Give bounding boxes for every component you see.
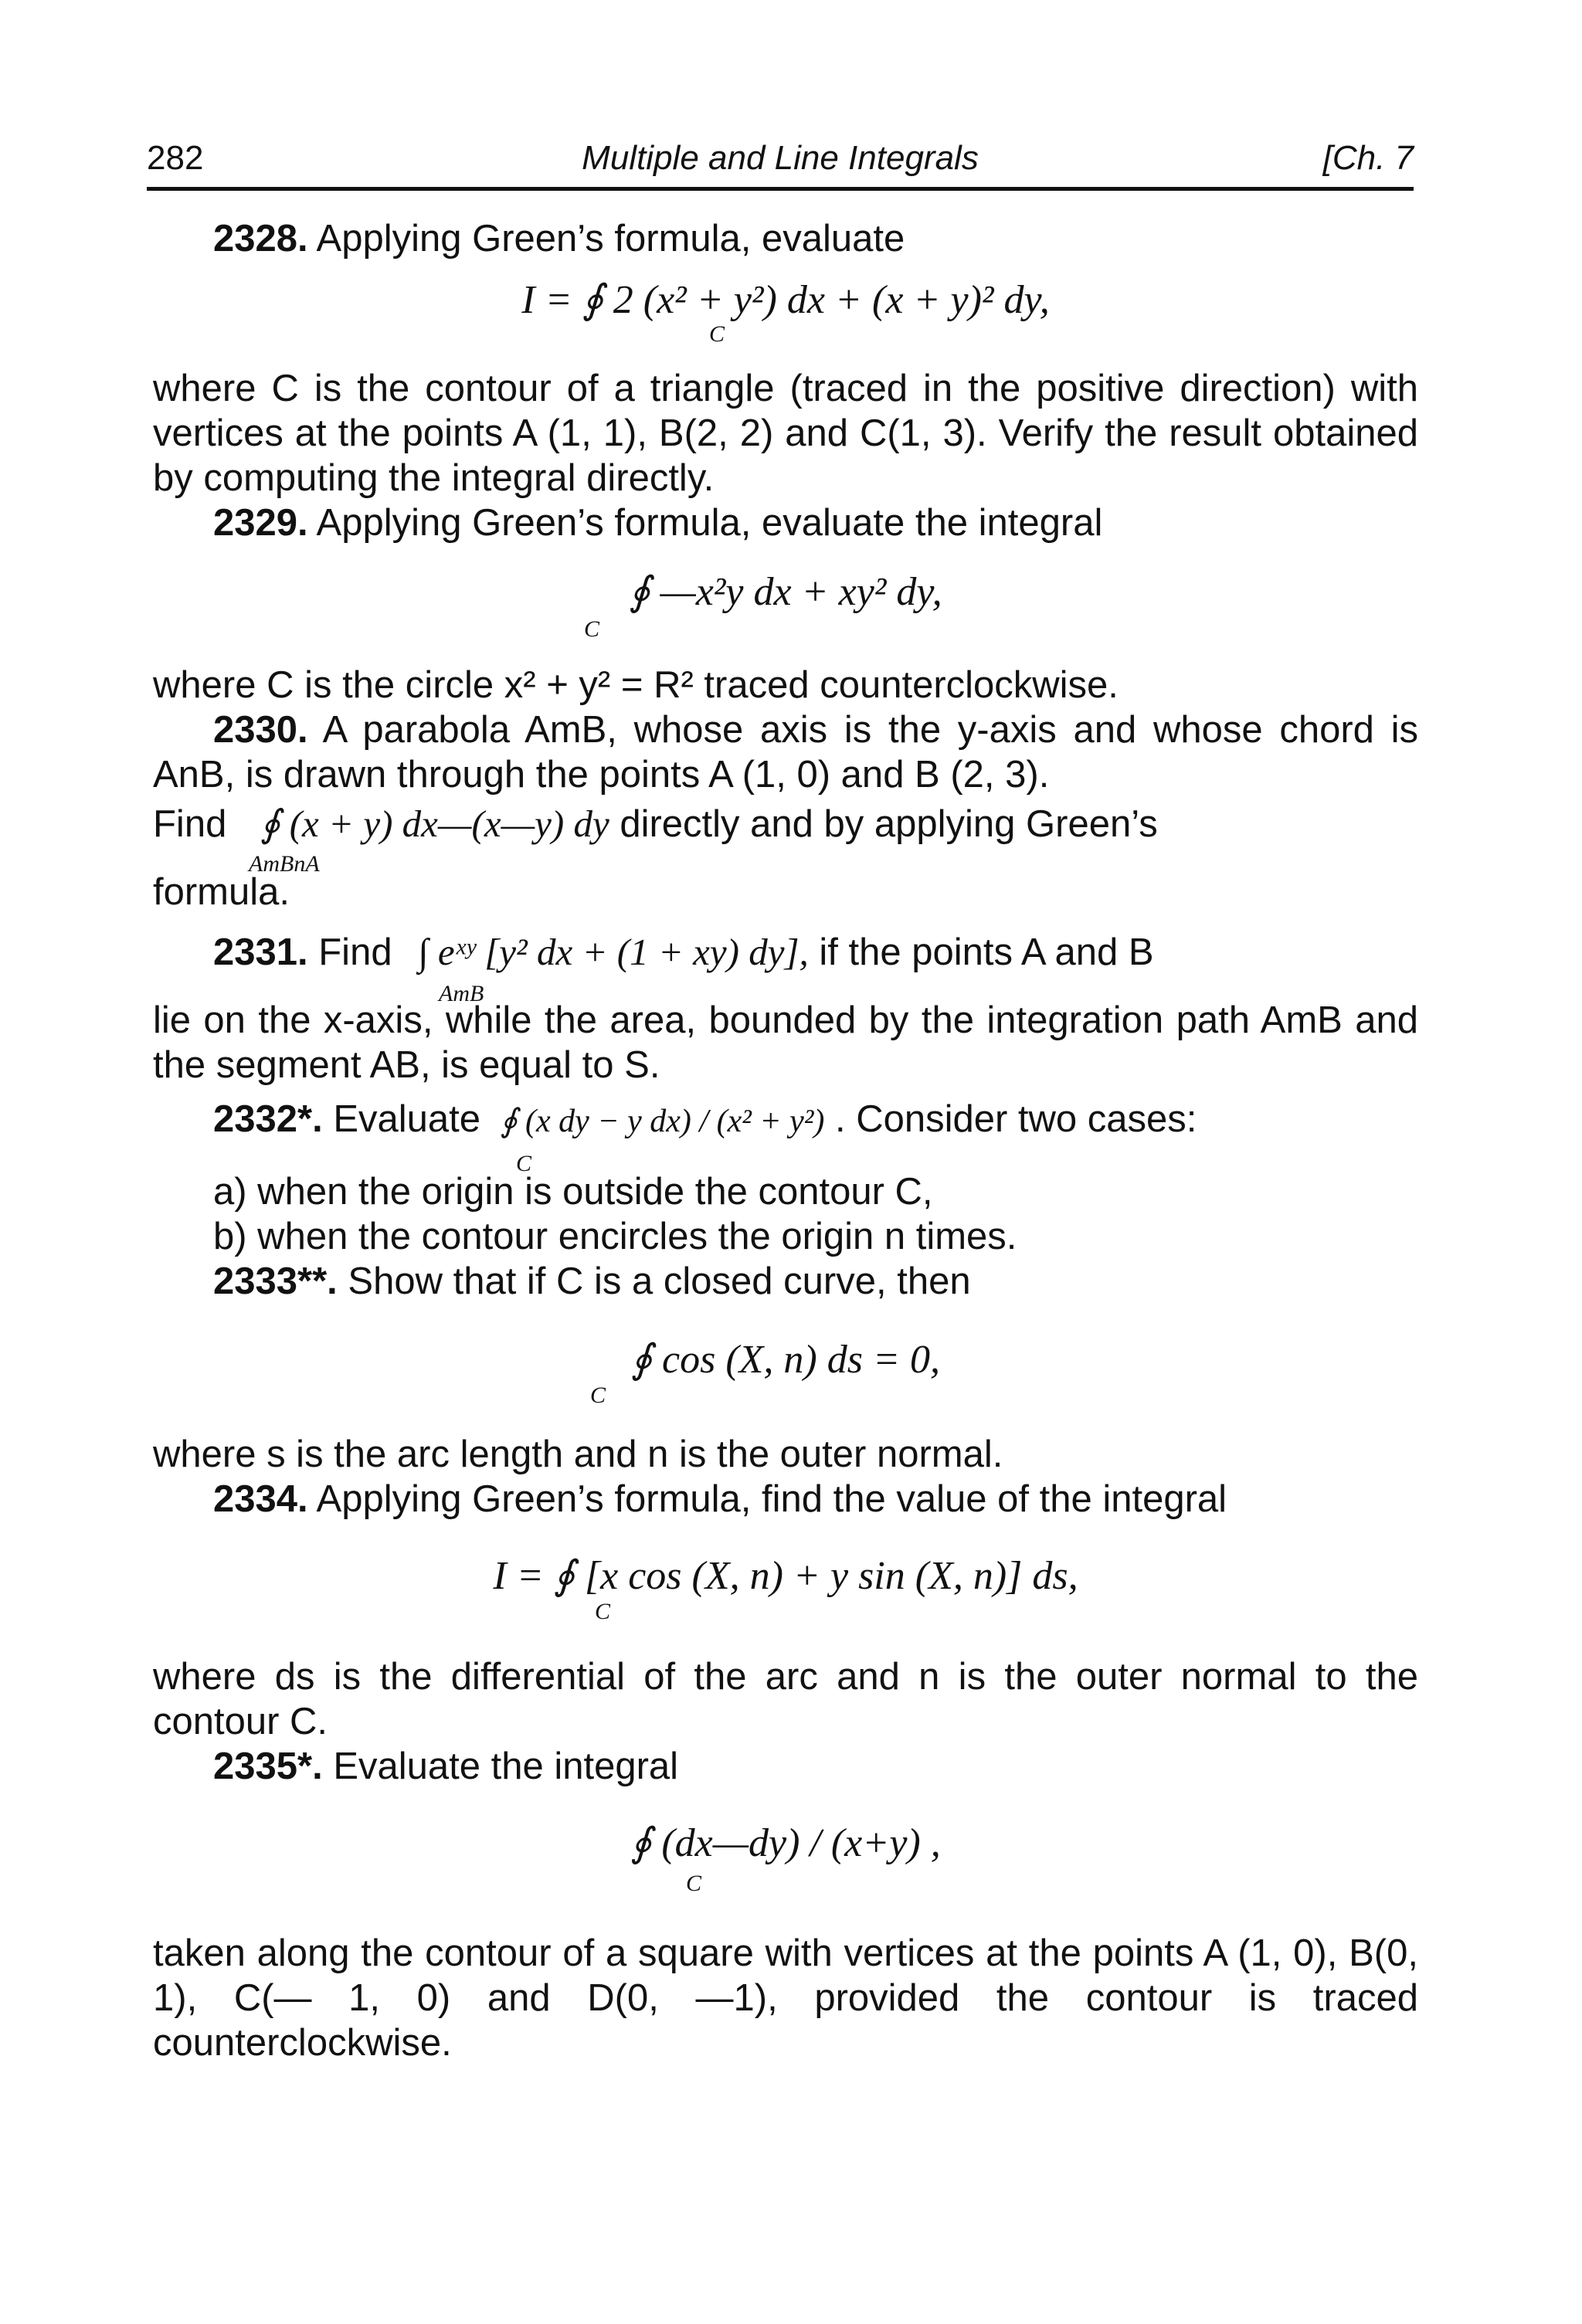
problem-2328 <box>153 216 1418 500</box>
contour-label: AmB <box>439 981 484 1006</box>
problem-text <box>153 707 1418 797</box>
contour-label: C <box>590 1383 606 1408</box>
find-word: Find <box>318 931 392 973</box>
contour-label: C <box>584 616 600 642</box>
problem-intro <box>153 216 1418 261</box>
problem-text: where s is the arc length and n is the outer normal. <box>153 1433 1003 1475</box>
problem-2335 <box>153 1744 1418 2065</box>
problem-intro-text: Applying Green’s formula, evaluate <box>316 218 905 260</box>
problem-text-c: lie on the x-axis, while the area, bounded by the integration path AmB and the segment AB, is equal to S. <box>153 999 1418 1086</box>
contour-label: C <box>709 321 725 347</box>
problem-intro-text: Applying Green’s formula, find the value of the integral <box>316 1478 1227 1520</box>
running-title: Multiple and Line Integrals <box>582 139 979 177</box>
problem-text-c: formula. <box>153 871 290 913</box>
problem-number: 2330. <box>213 709 308 751</box>
problem-intro-text: Evaluate the integral <box>333 1746 679 1787</box>
problem-number: 2331. <box>213 931 308 973</box>
evaluate-rest: . Consider two cases: <box>835 1098 1197 1140</box>
problem-intro-text: Show that if C is a closed curve, then <box>348 1260 971 1302</box>
evaluate-word: Evaluate <box>333 1098 481 1140</box>
formula-2329 <box>153 568 1418 640</box>
find-rest: if the points A and B <box>819 931 1154 973</box>
problem-2333 <box>153 1259 1418 1477</box>
formula-2334 <box>153 1552 1418 1623</box>
problem-text: where C is the circle x² + y² = R² traced counterclockwise. <box>153 664 1119 706</box>
case-a: a) when the origin is outside the contour C, <box>213 1171 933 1213</box>
contour-label: AmBnA <box>249 851 320 877</box>
formula-text: I = ∮ 2 (x² + y²) dx + (x + y)² dy, <box>521 278 1050 322</box>
problem-number: 2335*. <box>213 1746 323 1787</box>
problem-2332 <box>153 1097 1418 1259</box>
contour-label: C <box>686 1871 702 1896</box>
integral-expression: ∮ (x dy − y dx) / (x² + y²) <box>500 1104 825 1139</box>
problem-text: taken along the contour of a square with vertices at the points A (1, 0), B(0, 1), C(— 1, 0) and D(0, —1), provided the contour is traced counterclockwise. <box>153 1932 1418 2064</box>
page-number: 282 <box>147 139 204 177</box>
find-rest: directly and by applying Green’s <box>620 803 1158 845</box>
problem-intro-text: Applying Green’s formula, evaluate the integral <box>316 502 1103 544</box>
problem-number: 2328. <box>213 218 308 260</box>
problem-intro <box>153 1259 1418 1304</box>
problem-text: where C is the contour of a triangle (traced in the positive direction) with vertices at the points A (1, 1), B(2, 2) and C(1, 3). Verify the result obtained by computing the integral directly. <box>153 368 1418 499</box>
integral-expression: ∮ (x + y) dx—(x—y) dy <box>260 802 609 845</box>
problem-2331 <box>153 930 1418 1087</box>
chapter-label: [Ch. 7 <box>1322 139 1414 177</box>
formula-text: ∮ —x²y dx + xy² dy, <box>629 570 942 614</box>
formula-2328 <box>153 277 1418 348</box>
case-b: b) when the contour encircles the origin n times. <box>213 1216 1017 1257</box>
problem-intro <box>153 1477 1418 1522</box>
problem-number: 2332*. <box>213 1098 323 1140</box>
page-header <box>147 133 1414 191</box>
problem-text: where ds is the differential of the arc and n is the outer normal to the contour C. <box>153 1656 1418 1742</box>
find-word: Find <box>153 803 227 845</box>
problem-text-a: A parabola AmB, whose axis is the y-axis and whose chord is AnB, is drawn through the points A (1, 0) and B (2, 3). <box>153 709 1418 796</box>
formula-text: ∮ cos (X, n) ds = 0, <box>630 1338 941 1382</box>
page-content <box>153 216 1418 2065</box>
formula-2333 <box>153 1336 1418 1407</box>
problem-2334 <box>153 1477 1418 1744</box>
problem-intro <box>153 1744 1418 1789</box>
evaluate-line <box>153 1097 1418 1176</box>
problem-number: 2333**. <box>213 1260 338 1302</box>
integral-expression: ∫ eˣʸ [y² dx + (1 + xy) dy], <box>418 931 809 973</box>
problem-2329 <box>153 500 1418 707</box>
problem-2330 <box>153 707 1418 914</box>
problem-number: 2334. <box>213 1478 308 1520</box>
problem-intro <box>153 500 1418 545</box>
contour-label: C <box>595 1599 611 1624</box>
find-line <box>153 930 1418 1006</box>
formula-text: I = ∮ [x cos (X, n) + y sin (X, n)] ds, <box>493 1554 1078 1598</box>
find-line <box>153 802 1418 877</box>
contour-label: C <box>516 1151 532 1176</box>
formula-2335 <box>153 1820 1418 1897</box>
problem-number: 2329. <box>213 502 308 544</box>
formula-text: ∮ (dx—dy) / (x+y) , <box>630 1821 941 1865</box>
